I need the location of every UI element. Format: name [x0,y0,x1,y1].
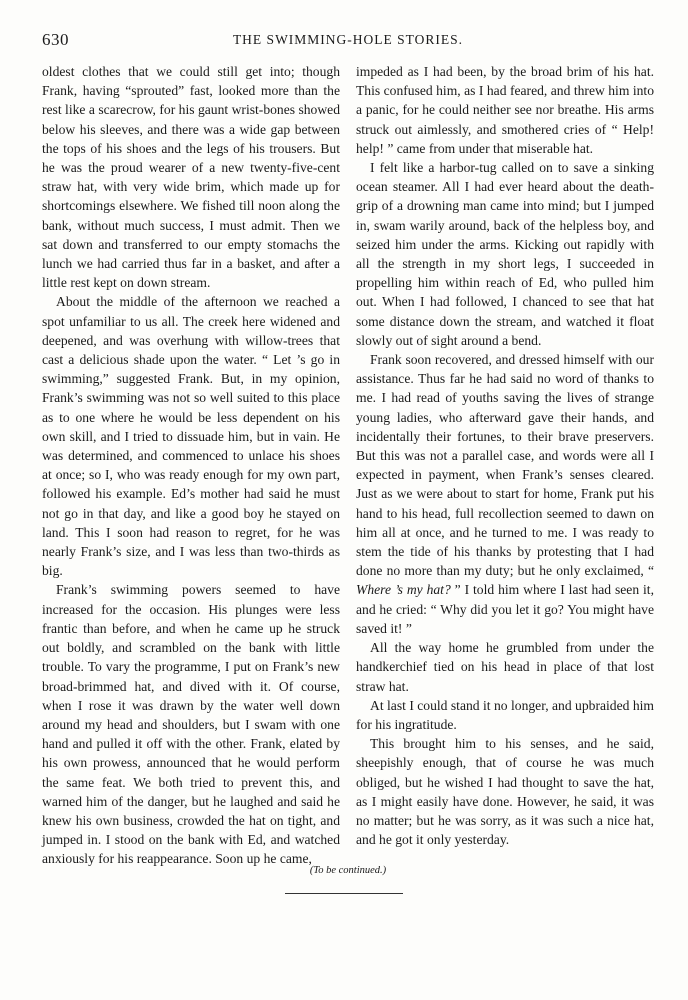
paragraph: At last I could stand it no longer, and upbraided him for his ingratitude. [356,697,654,732]
paragraph: impeded as I had been, by the broad brim of his hat. This confused him, as I had feared, and threw him into a panic, for he could neither see nor breathe. His arms struck out aimlessly, and smothered cries of “ Help! help! ” came from under that miserable hat. [356,64,654,156]
paragraph: About the middle of the afternoon we reached a spot unfamiliar to us all. The creek here widened and deepened, and was overhung with willow-trees that cast a delicious shade upon the water. “ Let ’s go in swimming,” suggested Frank. But, in my opinion, Frank’s swimming was not so well suited to this place as to one where he would be less dependent on his own skill, and I tried to dissuade him, but in vain. He was determined, and commenced to unlace his shoes at once; so I, who was ready enough for my own part, followed his example. Ed’s mother had said he must not go in that day, and like a good boy he stayed on land. This I soon had reason to regret, for he was nearly Frank’s size, and I was less than two-thirds as big. [42,294,340,579]
paragraph-text: Frank soon recovered, and dressed himself with our assistance. Thus far he had said no word of thanks to me. I had read of youths saving the lives of strange young ladies, who afterward gave their hands, and incidentally their fortunes, to their brave preservers. But this was not a parallel case, and words were all I expected in payment, when Frank’s senses cleared. Just as we were about to start for home, Frank put his hand to his head, full recollection seemed to dawn on him all at once, and he turned to me. I was ready to stem the tide of his thanks by protesting that I had done no more than my duty; but he only exclaimed, “ [356,352,654,579]
right-column [356,62,654,862]
paragraph: Frank’s swimming powers seemed to have increased for the occasion. His plunges were less frantic than before, and when he came up he struck out boldly, and scrambled on the bank with little trouble. To vary the programme, I put on Frank’s new broad-brimmed hat, and dived with it. Of course, when I rose it was drawn by the water well down around my head and shoulders, but I swam with one hand and pulled it off with the other. Frank, elated by his own prowess, announced that he would perform the same feat. We both tried to prevent this, and warned him of the danger, but he laughed and said he knew his own business, crowded the hat on tight, and jumped in. I stood on the bank with Ed, and watched anxiously for his reappearance. Soon up he came, [42,582,340,867]
page-header [42,30,654,52]
paragraph-text: ” I told him where I last had seen it, and he cried: “ Why did you let it go? You might have saved it! ” [356,582,654,636]
paragraph [356,350,654,638]
end-rule [285,893,403,894]
running-title: THE SWIMMING-HOLE STORIES. [232,32,464,47]
paragraph: All the way home he grumbled from under the handkerchief tied on his head in place of that lost straw hat. [356,640,654,694]
page-number: 630 [42,30,69,49]
paragraph: I felt like a harbor-tug called on to save a sinking ocean steamer. All I had ever heard about the death-grip of a drowning man came into mind; but I jumped in, swam warily around, back of the helpless boy, and seized him under the arms. Kicking out rapidly with all the strength in my short legs, I succeeded in propelling him within reach of Ed, who pulled him out. When I had followed, I chanced to see that hat some distance down the stream, and watched it float slowly out of sight around a bend. [356,160,654,348]
text-columns [42,62,654,867]
left-column [42,62,340,867]
paragraph: This brought him to his senses, and he said, sheepishly enough, that of course he was much obliged, but he wished I had thought to save the hat, as I might easily have done. However, he said, it was no matter; but he was sorry, as it was such a nice hat, and he got it only yesterday. [356,736,654,848]
paragraph: oldest clothes that we could still get into; though Frank, having “sprouted” fast, looked more than the rest like a scarecrow, for his gaunt wrist-bones showed below his sleeves, and there was a wide gap between the tops of his shoes and the legs of his trousers. But he was the proud wearer of a new twenty-five-cent straw hat, with very wide brim, which made up for shortcomings elsewhere. We fished till noon along the bank, without much success, I must admit. Then we sat down and transferred to our empty stomachs the lunch we had carried thus far in a basket, and after a little rest kept on down stream. [42,64,340,291]
to-be-continued: (To be continued.) [309,865,387,876]
italic-quote: Where ’s my hat? [356,582,451,598]
